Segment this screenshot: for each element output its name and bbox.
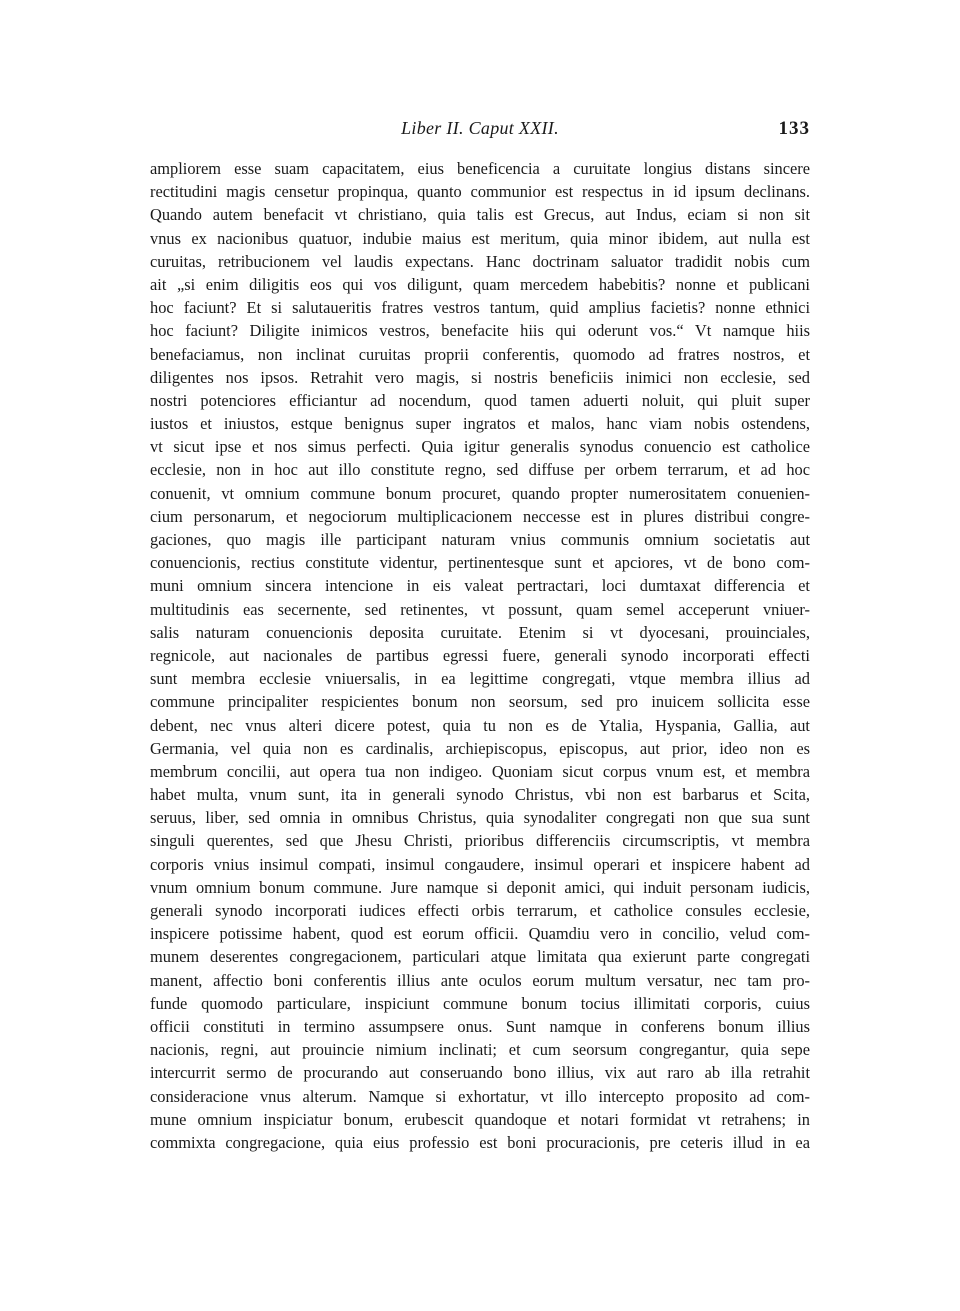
text-line: mune omnium inspiciatur bonum, erubescit quandoque et notari formidat vt retrahens; in xyxy=(150,1109,810,1129)
text-line: regnicole, aut nacionales de partibus egressi fuere, generali synodo incorporati effecti xyxy=(150,645,810,665)
text-line: diligentes nos ipsos. Retrahit vero magis, si nostris beneficiis inimici non ecclesie, sed xyxy=(150,367,810,387)
text-line: inspicere potissime habent, quod est eorum officii. Quamdiu vero in concilio, velud com- xyxy=(150,924,810,944)
text-line: munem deserentes congregacionem, particulari atque limitata qua exierunt parte congregati xyxy=(150,947,810,967)
text-line: gaciones, quo magis ille participant naturam vnius communis omnium societatis aut xyxy=(150,530,810,549)
text-line: salis naturam conuencionis deposita curuitate. Etenim si vt dyocesani, prouinciales, xyxy=(150,622,810,642)
text-line: debent, nec vnus alteri dicere potest, quia tu non es de Ytalia, Hyspania, Gallia, aut xyxy=(150,715,810,735)
text-line: consideracione vnus alterum. Namque si exhortatur, vt illo intercepto proposito ad com- xyxy=(150,1086,810,1106)
text-line: iustos et iniustos, estque benignus super ingratos et malos, hanc viam nobis ostendens, xyxy=(150,414,810,434)
running-title: Liber II. Caput XXII. xyxy=(401,118,559,138)
text-line: singuli querentes, sed que Jhesu Christi, prioribus differenciis circumscriptis, vt membra xyxy=(150,831,810,851)
body-text xyxy=(150,157,810,1154)
text-line: commune principaliter respicientes bonum non seorsum, sed pro inuicem sollicita esse xyxy=(150,692,810,712)
text-line: seruus, liber, sed omnia in omnibus Christus, quia synodaliter congregati non que sua sunt xyxy=(150,808,810,828)
page-number: 133 xyxy=(778,118,810,139)
text-line: habet multa, vnum sunt, ita in generali synodo Christus, vbi non est barbarus et Scita, xyxy=(150,785,810,805)
text-line: ecclesie, non in hoc aut illo constitute regno, sed diffuse per orbem terrarum, et ad hoc xyxy=(150,460,810,480)
text-line: vnus ex nacionibus quatuor, indubie maius est meritum, quia minor ibidem, aut nulla est xyxy=(150,228,810,248)
text-line: nostri potenciores efficiantur ad nocendum, quod tamen aduerti noluit, qui pluit super xyxy=(150,390,810,410)
text-line: Germania, vel quia non es cardinalis, archiepiscopus, episcopus, aut prior, ideo non es xyxy=(150,738,810,758)
text-line: curuitas, retribucionem vel laudis expectans. Hanc doctrinam saluator tradidit nobis cum xyxy=(150,251,810,271)
text-line: manent, affectio boni conferentis illius ante oculos eorum multum versatur, nec tam pro- xyxy=(150,970,810,990)
text-line: sunt membra ecclesie vniuersalis, in ea legittime congregati, vtque membra illius ad xyxy=(150,669,810,689)
text-line: corporis vnius insimul compati, insimul congaudere, insimul operari et inspicere habent ad xyxy=(150,854,810,874)
text-line: vt sicut ipse et nos simus perfecti. Quia igitur generalis synodus conuencio est catholice xyxy=(150,437,810,457)
text-line: nacionis, regni, aut prouincie nimium inclinati; et cum seorsum congregantur, quia sepe xyxy=(150,1040,810,1060)
text-line: conuenit, vt omnium commune bonum procuret, quando propter numerositatem conuenien- xyxy=(150,483,810,503)
text-line: ampliorem esse suam capacitatem, eius beneficencia a curuitate longius distans sincere xyxy=(150,159,810,178)
text-line: rectitudini magis censetur propinqua, quanto communior est respectus in id ipsum declinans. xyxy=(150,182,810,202)
text-line: muni omnium sincera intencione in eis valeat pertractari, loci dumtaxat differencia et xyxy=(150,576,810,596)
text-line: conuencionis, rectius constitute videntur, pertinentesque sunt et apciores, vt de bono com- xyxy=(150,553,810,573)
text-line: multitudinis eas secernente, sed retinentes, vt possunt, quam semel acceperunt vniuer- xyxy=(150,599,810,619)
text-line: generali synodo incorporati iudices effecti orbis terrarum, et catholice consules ecclesie, xyxy=(150,901,810,920)
text-line: intercurrit sermo de procurando aut conseruando bono illius, vix aut raro ab illa retrahit xyxy=(150,1063,810,1083)
text-line: officii constituti in termino assumpsere onus. Sunt namque in conferens bonum illius xyxy=(150,1016,810,1036)
text-line: vnum omnium bonum commune. Jure namque si deponit amici, qui induit personam iudicis, xyxy=(150,877,810,897)
text-line: funde quomodo particulare, inspiciunt commune bonum tocius illimitati corporis, cuius xyxy=(150,993,810,1013)
text-line: cium personarum, et negociorum multiplicacionem neccesse est in plures distribui congre- xyxy=(150,506,810,526)
text-line: hoc faciunt? Diligite inimicos vestros, benefacite hiis qui oderunt vos.“ Vt namque hiis xyxy=(150,321,810,341)
text-line: benefaciamus, non inclinat curuitas proprii conferentis, quomodo ad fratres nostros, et xyxy=(150,344,810,364)
text-line: ait „si enim diligitis eos qui vos diligunt, quam mercedem habebitis? nonne et publicani xyxy=(150,274,810,294)
running-head xyxy=(150,118,810,144)
text-line: membrum concilii, aut opera tua non indigeo. Quoniam sicut corpus vnum est, et membra xyxy=(150,761,810,781)
text-line: commixta congregacione, quia eius professio est boni procuracionis, pre ceteris illud in ea xyxy=(150,1132,810,1152)
text-line: Quando autem benefacit vt christiano, quia talis est Grecus, aut Indus, eciam si non sit xyxy=(150,205,810,225)
text-line: hoc faciunt? Et si salutaueritis fratres vestros tantum, quid amplius facietis? nonne ethnici xyxy=(150,298,810,318)
